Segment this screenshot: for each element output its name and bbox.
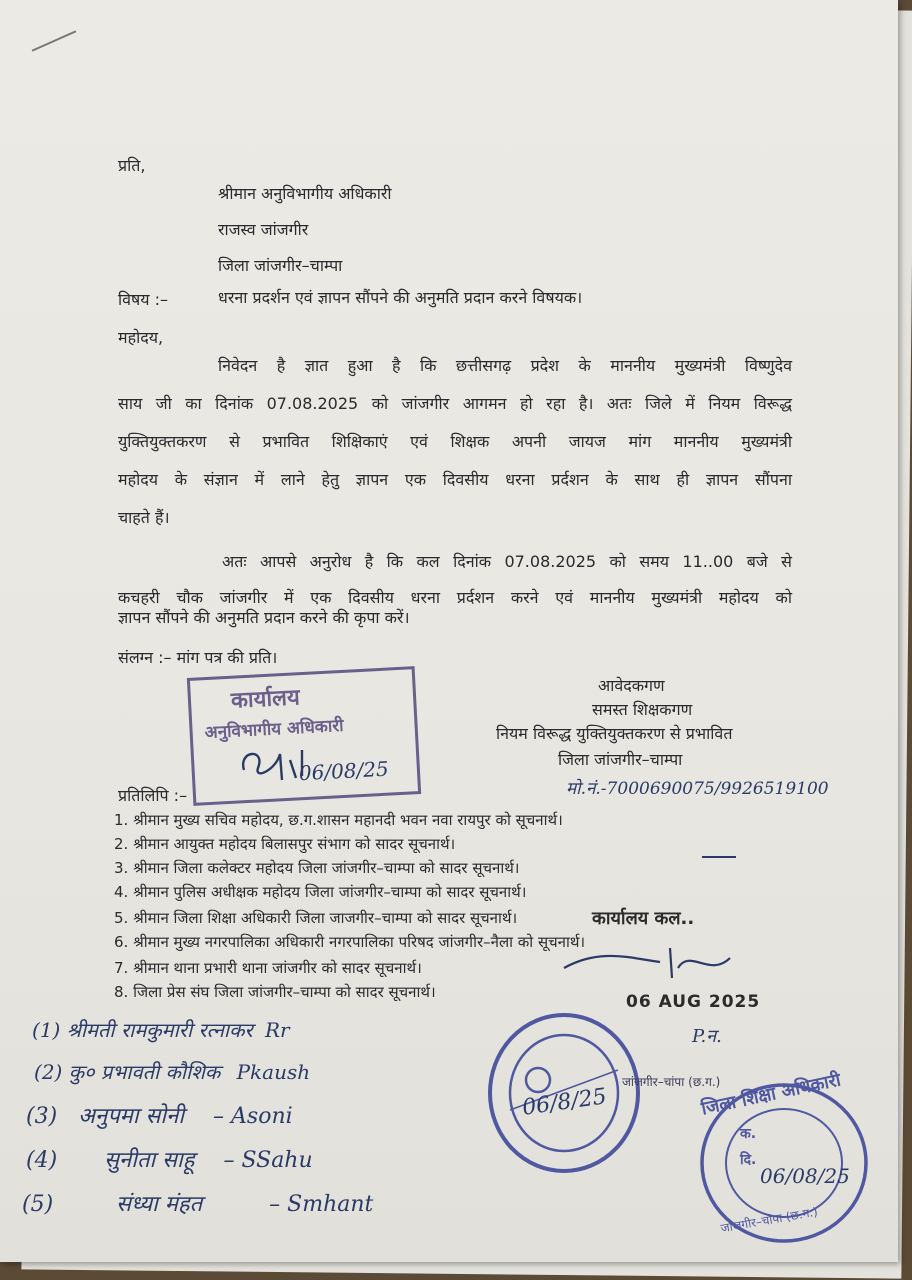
signatory-5: (5) संध्या मंहत – Smhant bbox=[22, 1192, 374, 1217]
deo-seal-title: जिला शिक्षा अधिकारी bbox=[699, 1069, 843, 1120]
to-label: प्रति, bbox=[118, 156, 146, 175]
recipient-line-3: जिला जांजगीर–चाम्पा bbox=[218, 256, 343, 275]
copy-item-2: 2. श्रीमान आयुक्त महोदय बिलासपुर संभाग को सादर सूचनार्थ। bbox=[114, 835, 456, 853]
para2-line-2: कचहरी चौक जांजगीर में एक दिवसीय धरना प्रर्दशन करने एवं माननीय मुख्यमंत्री महोदय को bbox=[118, 588, 792, 607]
copy-item-7: 7. श्रीमान थाना प्रभारी थाना जांजगीर को सादर सूचनार्थ। bbox=[114, 959, 422, 977]
para1-line-2: साय जी का दिनांक 07.08.2025 को जांजगीर आगमन हो रहा है। अतः जिले में नियम विरूद्ध bbox=[118, 394, 792, 413]
signatory-5-dash: – bbox=[269, 1192, 281, 1217]
signatory-4: (4) सुनीता साहू – SSahu bbox=[26, 1148, 313, 1173]
signatory-3-name: अनुपमा सोनी bbox=[78, 1104, 185, 1129]
deo-seal-ka: क. bbox=[740, 1126, 757, 1142]
salutation: महोदय, bbox=[118, 328, 164, 347]
signatory-2-num: 2 bbox=[41, 1060, 55, 1084]
receipt-signature bbox=[560, 938, 750, 988]
signatory-4-num: 4 bbox=[34, 1148, 49, 1173]
signatory-3: (3) अनुपमा सोनी – Asoni bbox=[26, 1104, 293, 1129]
copy-item-4: 4. श्रीमान पुलिस अधीक्षक महोदय जिला जांजगीर–चाम्पा को सादर सूचनार्थ। bbox=[114, 883, 527, 901]
para1-line-5: चाहते हैं। bbox=[118, 508, 170, 527]
para2-line-1: अतः आपसे अनुरोध है कि कल दिनांक 07.08.2025 को समय 11..00 बजे से bbox=[222, 552, 792, 571]
copy-item-3: 3. श्रीमान जिला कलेक्टर महोदय जिला जांजगीर–चाम्पा को सादर सूचनार्थ। bbox=[114, 859, 520, 877]
signatory-2-sign: Pkaush bbox=[236, 1060, 311, 1084]
copy-item-8: 8. जिला प्रेस संघ जिला जांजगीर–चाम्पा को सादर सूचनार्थ। bbox=[114, 983, 436, 1001]
receipt-initials: P.न. bbox=[692, 1026, 722, 1047]
sdo-stamp-subtitle: अनुविभागीय अधिकारी bbox=[204, 715, 345, 744]
round-seal-date: 06/8/25 bbox=[520, 1084, 609, 1121]
signatory-4-sign: SSahu bbox=[241, 1148, 313, 1173]
round-seal-place: जांजगीर–चांपा (छ.ग.) bbox=[622, 1075, 721, 1089]
signatory-3-num: 3 bbox=[34, 1104, 49, 1129]
applicant-line-1: आवेदकगण bbox=[598, 676, 665, 695]
signatory-3-dash: – bbox=[213, 1104, 225, 1129]
signatory-1-num: 1 bbox=[39, 1018, 53, 1042]
signatory-4-dash: – bbox=[223, 1148, 235, 1173]
signatory-2-name: कु० प्रभावती कौशिक bbox=[68, 1060, 221, 1084]
pencil-mark bbox=[32, 30, 77, 51]
signatory-1: (1) श्रीमती रामकुमारी रत्नाकर Rr bbox=[32, 1018, 290, 1042]
deo-seal-di: दि. bbox=[740, 1152, 757, 1168]
para1-line-4: महोदय के संज्ञान में लाने हेतु ज्ञापन एक दिवसीय धरना प्रर्दशन के साथ ही ज्ञापन सौंपना bbox=[118, 470, 792, 489]
applicant-line-2: समस्त शिक्षकगण bbox=[592, 700, 693, 719]
signatory-1-name: श्रीमती रामकुमारी रत्नाकर bbox=[66, 1018, 253, 1042]
applicant-line-3: नियम विरूद्ध युक्तियुक्तकरण से प्रभावित bbox=[496, 724, 733, 743]
receipt-stamp-title: कार्यालय कल.. bbox=[592, 908, 695, 929]
deo-seal-place: जांजगीर–चांपा (छ.ग.) bbox=[719, 1204, 819, 1236]
copy-item-6: 6. श्रीमान मुख्य नगरपालिका अधिकारी नगरपालिका परिषद जांजगीर–नैला को सूचनार्थ। bbox=[114, 933, 586, 951]
deo-seal-date: 06/08/25 bbox=[760, 1164, 850, 1188]
sdo-stamp-title: कार्यालय bbox=[230, 685, 301, 714]
signatory-2: (2) कु० प्रभावती कौशिक Pkaush bbox=[34, 1060, 311, 1084]
receipt-stamp-date: 06 AUG 2025 bbox=[626, 992, 761, 1012]
signatory-1-sign: Rr bbox=[265, 1018, 290, 1042]
recipient-line-2: राजस्व जांजगीर bbox=[218, 220, 309, 239]
signatory-5-sign: Smhant bbox=[287, 1192, 374, 1217]
para2-line-3: ज्ञापन सौंपने की अनुमति प्रदान करने की कृपा करें। bbox=[118, 608, 410, 627]
copy-label: प्रतिलिपि :– bbox=[118, 786, 188, 805]
signatory-4-name: सुनीता साहू bbox=[104, 1148, 195, 1173]
para1-line-3: युक्तियुक्तकरण से प्रभावित शिक्षिकाएं एवं शिक्षक अपनी जायज मांग माननीय मुख्यमंत्री bbox=[118, 432, 792, 451]
subject-label: विषय :– bbox=[118, 290, 169, 309]
signatory-5-num: 5 bbox=[30, 1192, 45, 1217]
sdo-signature bbox=[236, 740, 326, 790]
copy-item-1: 1. श्रीमान मुख्य सचिव महोदय, छ.ग.शासन महानदी भवन नवा रायपुर को सूचनार्थ। bbox=[114, 811, 563, 829]
signatory-5-name: संध्या मंहत bbox=[116, 1192, 203, 1217]
dash-mark bbox=[700, 850, 740, 864]
phone-number: मो.नं.-7000690075/9926519100 bbox=[566, 779, 829, 799]
copy-item-5: 5. श्रीमान जिला शिक्षा अधिकारी जिला जाजगीर–चाम्पा को सादर सूचनार्थ। bbox=[114, 909, 518, 927]
sdo-stamp-date: 06/08/25 bbox=[298, 756, 390, 786]
subject-text: धरना प्रदर्शन एवं ज्ञापन सौंपने की अनुमति प्रदान करने विषयक। bbox=[218, 288, 583, 307]
signatory-3-sign: Asoni bbox=[231, 1104, 293, 1129]
para1-line-1: निवेदन है ज्ञात हुआ है कि छत्तीसगढ़ प्रदेश के माननीय मुख्यमंत्री विष्णुदेव bbox=[218, 356, 792, 375]
recipient-line-1: श्रीमान अनुविभागीय अधिकारी bbox=[218, 184, 392, 203]
enclosure: संलग्न :– मांग पत्र की प्रति। bbox=[118, 648, 278, 667]
applicant-line-4: जिला जांजगीर–चाम्पा bbox=[558, 750, 683, 769]
